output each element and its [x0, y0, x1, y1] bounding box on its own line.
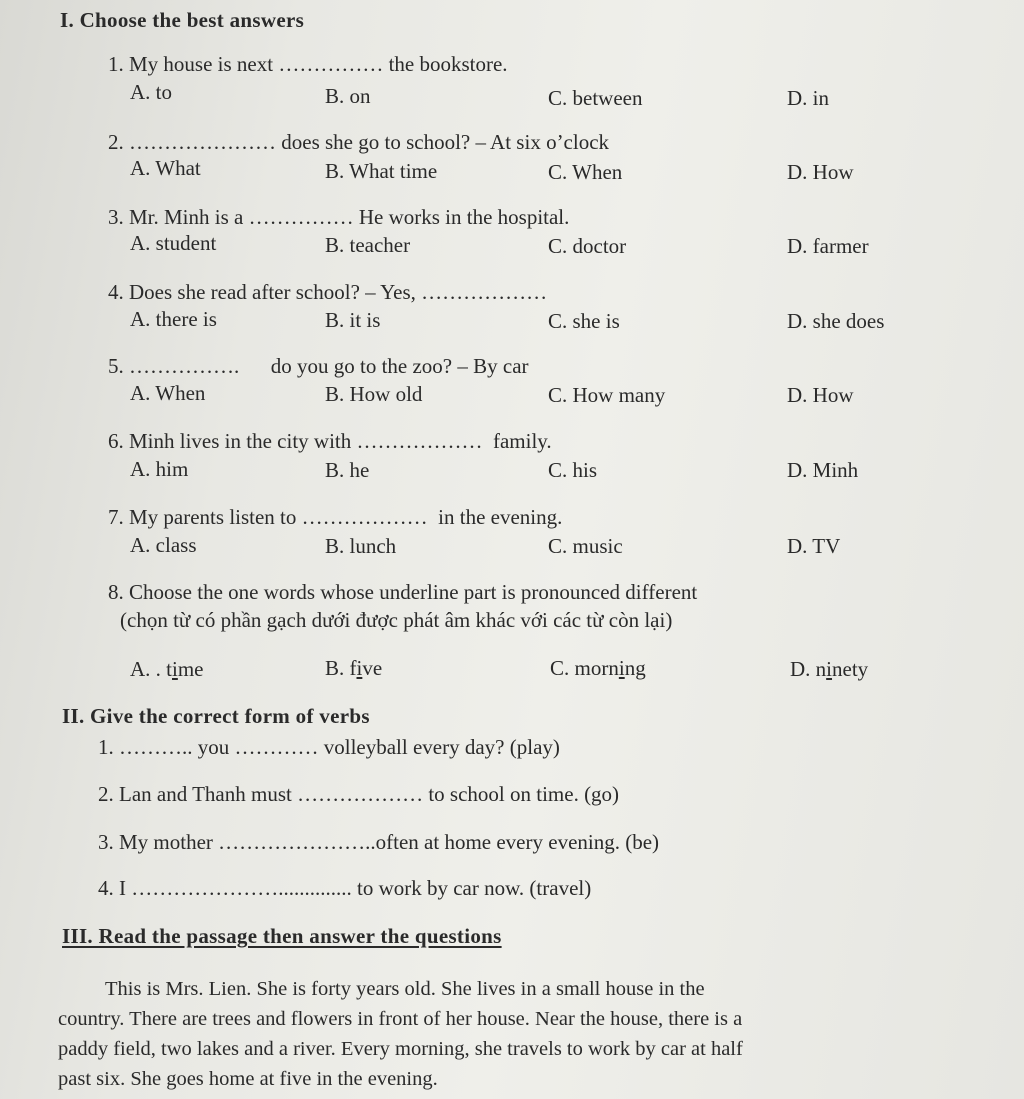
- question-7: 7. My parents listen to ……………… in the evening.: [108, 505, 563, 529]
- option-3d: D. farmer: [787, 234, 869, 258]
- option-4c: C. she is: [548, 309, 620, 333]
- option-5c: C. How many: [548, 383, 666, 407]
- passage-line-1: This is Mrs. Lien. She is forty years old. She lives in a small house in the: [105, 978, 705, 1000]
- question-8-line-1: 8. Choose the one words whose underline part is pronounced different: [108, 580, 698, 604]
- section-2-title: II. Give the correct form of verbs: [62, 704, 370, 728]
- option-8c-suffix: ng: [624, 656, 646, 680]
- question-2: 2. ………………… does she go to school? – At six o’clock: [108, 130, 610, 154]
- passage-line-2: country. There are trees and flowers in front of her house. Near the house, there is a: [58, 1008, 743, 1030]
- option-8d-underlined: i: [826, 657, 833, 681]
- question-1: 1. My house is next …………… the bookstore.: [108, 52, 508, 76]
- option-5b: B. How old: [325, 382, 423, 406]
- option-2b: B. What time: [325, 159, 438, 183]
- option-6b: B. he: [325, 458, 370, 482]
- question-8-line-2: (chọn từ có phần gạch dưới được phát âm khác với các từ còn lại): [120, 608, 673, 632]
- option-3a: A. student: [130, 231, 217, 255]
- option-7a: A. class: [130, 533, 197, 557]
- section-1-title: I. Choose the best answers: [60, 8, 305, 32]
- option-6d: D. Minh: [787, 458, 859, 482]
- option-8d-suffix: nety: [832, 657, 869, 681]
- option-4a: A. there is: [130, 307, 217, 331]
- option-8b: [325, 656, 382, 681]
- option-6c: C. his: [548, 458, 598, 482]
- section-3-title-text: III. Read the passage then answer the questions: [62, 924, 502, 948]
- option-4d: D. she does: [787, 309, 885, 333]
- verb-item-3: 3. My mother …………………..often at home every evening. (be): [98, 830, 660, 854]
- question-5: 5. ……………. do you go to the zoo? – By car: [108, 354, 529, 378]
- option-2d: D. How: [787, 160, 854, 184]
- question-3: 3. Mr. Minh is a …………… He works in the hospital.: [108, 205, 570, 229]
- option-8c: [550, 656, 646, 681]
- option-1a: A. to: [130, 80, 172, 104]
- option-8d-prefix: D. n: [790, 657, 827, 681]
- option-3b: B. teacher: [325, 233, 411, 257]
- option-1b: B. on: [325, 84, 371, 108]
- option-2a: A. What: [130, 156, 201, 180]
- option-8a-underlined: i: [172, 657, 178, 681]
- option-7c: C. music: [548, 534, 623, 558]
- option-5a: A. When: [130, 381, 206, 405]
- option-8c-prefix: C. morn: [550, 656, 619, 680]
- option-5d: D. How: [787, 383, 854, 407]
- question-4: 4. Does she read after school? – Yes, ………………: [108, 280, 548, 304]
- option-8b-prefix: B. f: [325, 656, 357, 680]
- option-7b: B. lunch: [325, 534, 397, 558]
- section-3-title: [62, 924, 502, 949]
- passage-line-3: paddy field, two lakes and a river. Every morning, she travels to work by car at half: [58, 1038, 743, 1060]
- verb-item-2: 2. Lan and Thanh must ……………… to school on time. (go): [98, 782, 620, 806]
- option-8d: [790, 657, 868, 682]
- verb-item-1: 1. ……….. you ………… volleyball every day? (play): [98, 735, 560, 759]
- option-3c: C. doctor: [548, 234, 627, 258]
- option-8b-suffix: ve: [362, 656, 383, 680]
- question-6: 6. Minh lives in the city with ……………… family.: [108, 429, 552, 453]
- option-7d: D. TV: [787, 534, 841, 558]
- option-1c: C. between: [548, 86, 643, 110]
- verb-item-4: 4. I ………………….............. to work by car now. (travel): [98, 876, 592, 900]
- option-8c-underlined: i: [618, 656, 625, 680]
- option-6a: A. him: [130, 457, 189, 481]
- option-1d: D. in: [787, 86, 829, 110]
- passage-line-4: past six. She goes home at five in the evening.: [58, 1068, 438, 1090]
- option-2c: C. When: [548, 160, 623, 184]
- option-8b-underlined: i: [356, 656, 363, 680]
- option-8a-prefix: A. . t: [130, 657, 172, 681]
- option-8a: [130, 657, 204, 682]
- option-8a-suffix: me: [177, 657, 204, 681]
- option-4b: B. it is: [325, 308, 381, 332]
